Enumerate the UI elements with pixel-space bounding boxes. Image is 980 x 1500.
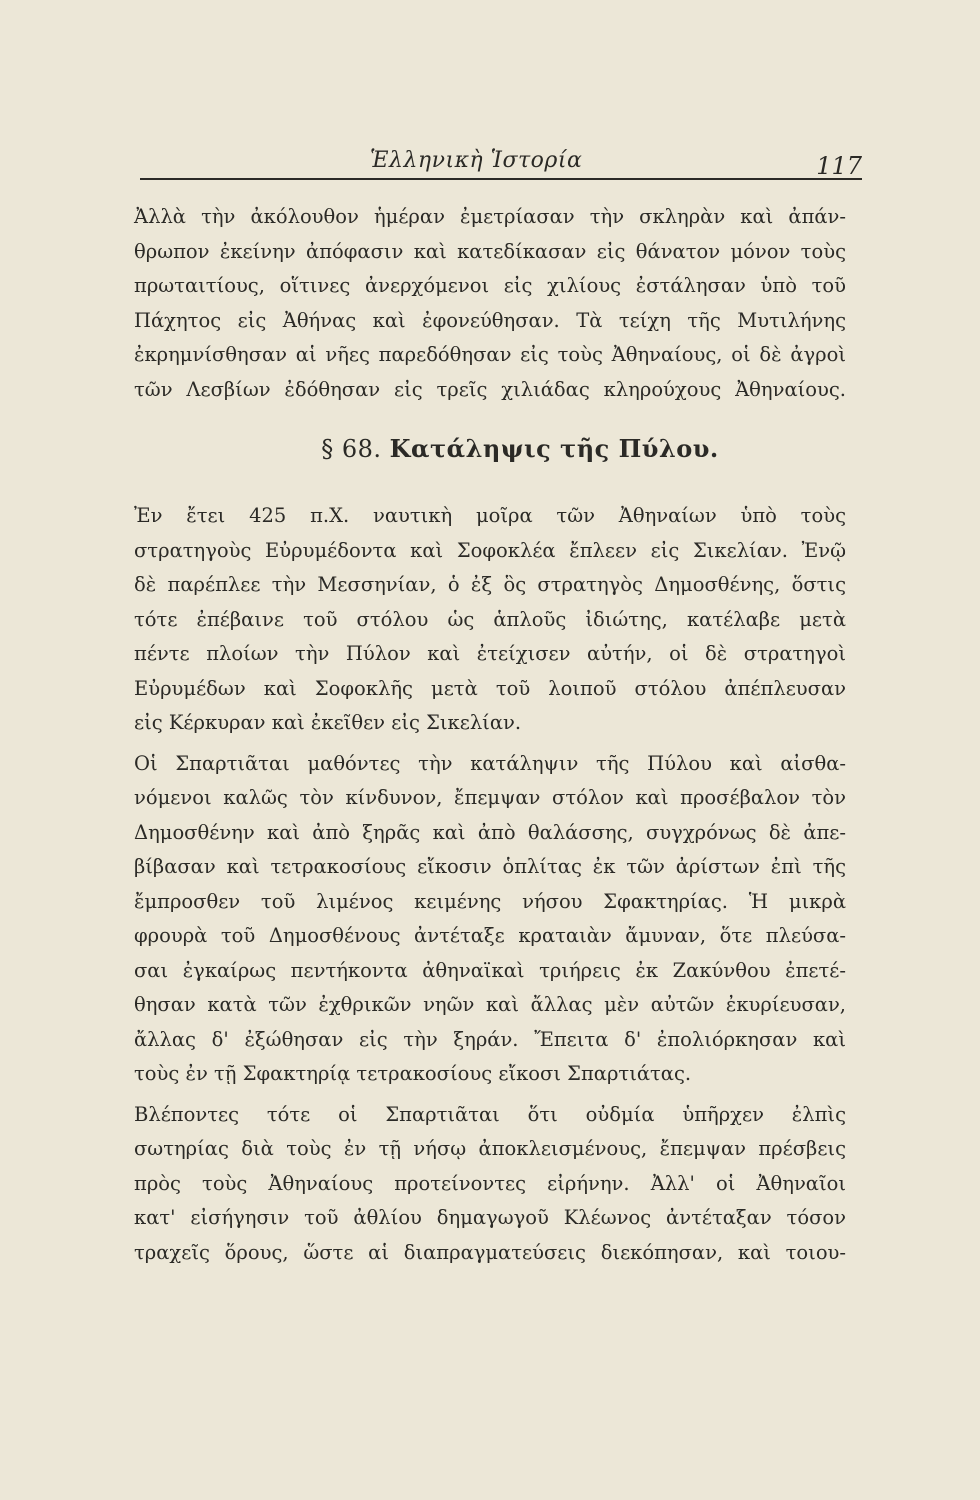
- text-line: εἰς Κέρκυραν καὶ ἐκεῖθεν εἰς Σικελίαν.: [134, 711, 522, 734]
- text-line: τοὺς ἐν τῇ Σφακτηρίᾳ τετρακοσίους εἴκοσι Σπαρτιάτας.: [134, 1062, 692, 1085]
- paragraph-peace-embassy: [134, 1098, 846, 1271]
- section-heading: [134, 429, 846, 469]
- text-line: Ἐν ἔτει 425 π.Χ. ναυτικὴ μοῖρα τῶν Ἀθηναίων ὑπὸ τοὺς: [134, 504, 846, 527]
- text-line: τότε ἐπέβαινε τοῦ στόλου ὡς ἁπλοῦς ἰδιώτης, κατέλαβε μετὰ: [134, 607, 846, 631]
- running-head-title: Ἑλληνικὴ Ἱστορία: [370, 148, 583, 173]
- text-line: ἐκρημνίσθησαν αἱ νῆες παρεδόθησαν εἰς τοὺς Ἀθηναίους, οἱ δὲ ἀγροὶ: [134, 343, 846, 366]
- text-line: Δημοσθένην καὶ ἀπὸ ξηρᾶς καὶ ἀπὸ θαλάσσης, συγχρόνως δὲ ἀπε-: [134, 820, 846, 844]
- text-line: δὲ παρέπλεε τὴν Μεσσηνίαν, ὁ ἐξ ὃς στρατηγὸς Δημοσθένης, ὅστις: [134, 573, 846, 596]
- header-rule: [140, 178, 862, 180]
- text-line: θησαν κατὰ τῶν ἐχθρικῶν νηῶν καὶ ἄλλας μὲν αὐτῶν ἐκυρίευσαν,: [134, 993, 846, 1016]
- text-line: ἔμπροσθεν τοῦ λιμένος κειμένης νήσου Σφακτηρίας. Ἡ μικρὰ: [134, 889, 846, 913]
- text-line: πέντε πλοίων τὴν Πύλον καὶ ἐτείχισεν αὐτήν, οἱ δὲ στρατηγοὶ: [134, 642, 846, 665]
- text-line: σαι ἐγκαίρως πεντήκοντα ἀθηναϊκαὶ τριήρεις ἐκ Ζακύνθου ἐπετέ-: [134, 958, 846, 982]
- text-line: σωτηρίας διὰ τοὺς ἐν τῇ νήσῳ ἀποκλεισμένους, ἔπεμψαν πρέσβεις: [134, 1137, 846, 1160]
- body-text: [134, 200, 846, 1270]
- text-line: φρουρὰ τοῦ Δημοσθένους ἀντέταξε κραταιὰν ἄμυναν, ὅτε πλεύσα-: [134, 924, 846, 947]
- text-line: Ἀλλὰ τὴν ἀκόλουθον ἡμέραν ἐμετρίασαν τὴν σκληρὰν καὶ ἀπάν-: [134, 205, 846, 228]
- text-line: πρωταιτίους, οἵτινες ἀνερχόμενοι εἰς χιλίους ἐστάλησαν ὑπὸ τοῦ: [134, 274, 846, 297]
- text-line: θρωπον ἐκείνην ἀπόφασιν καὶ κατεδίκασαν εἰς θάνατον μόνον τοὺς: [134, 239, 846, 263]
- paragraph-sphacteria: [134, 747, 846, 1092]
- text-line: ἄλλας δ' ἐξώθησαν εἰς τὴν ξηράν. Ἔπειτα δ' ἐπολιόρκησαν καὶ: [134, 1027, 846, 1051]
- text-line: βίβασαν καὶ τετρακοσίους εἴκοσιν ὁπλίτας ἐκ τῶν ἀρίστων ἐπὶ τῆς: [134, 855, 846, 878]
- text-line: Βλέποντες τότε οἱ Σπαρτιᾶται ὅτι οὐδμία ὑπῆρχεν ἐλπὶς: [134, 1102, 846, 1126]
- paragraph-mytilene: [134, 200, 846, 407]
- text-line: τῶν Λεσβίων ἐδόθησαν εἰς τρεῖς χιλιάδας κληρούχους Ἀθηναίους.: [134, 377, 846, 401]
- text-line: Πάχητος εἰς Ἀθήνας καὶ ἐφονεύθησαν. Τὰ τείχη τῆς Μυτιλήνης: [134, 308, 846, 332]
- text-line: Εὐρυμέδων καὶ Σοφοκλῆς μετὰ τοῦ λοιποῦ στόλου ἀπέπλευσαν: [134, 676, 846, 700]
- running-head: [140, 142, 862, 182]
- text-line: τραχεῖς ὅρους, ὥστε αἱ διαπραγματεύσεις διεκόπησαν, καὶ τοιου-: [134, 1240, 846, 1264]
- text-line: Οἱ Σπαρτιᾶται μαθόντες τὴν κατάληψιν τῆς Πύλου καὶ αἰσθα-: [134, 751, 846, 775]
- paragraph-pylos-capture: [134, 499, 846, 741]
- text-line: νόμενοι καλῶς τὸν κίνδυνον, ἔπεμψαν στόλον καὶ προσέβαλον τὸν: [134, 786, 846, 809]
- section-title: Κατάληψις τῆς Πύλου.: [389, 434, 719, 463]
- page-number: 117: [816, 152, 862, 180]
- text-line: κατ' εἰσήγησιν τοῦ ἀθλίου δημαγωγοῦ Κλέωνος ἀντέταξαν τόσον: [134, 1206, 846, 1229]
- section-number: § 68.: [321, 435, 382, 463]
- text-line: στρατηγοὺς Εὐρυμέδοντα καὶ Σοφοκλέα ἔπλεεν εἰς Σικελίαν. Ἐνῷ: [134, 538, 846, 562]
- text-line: πρὸς τοὺς Ἀθηναίους προτείνοντες εἰρήνην. Ἀλλ' οἱ Ἀθηναῖοι: [134, 1171, 846, 1195]
